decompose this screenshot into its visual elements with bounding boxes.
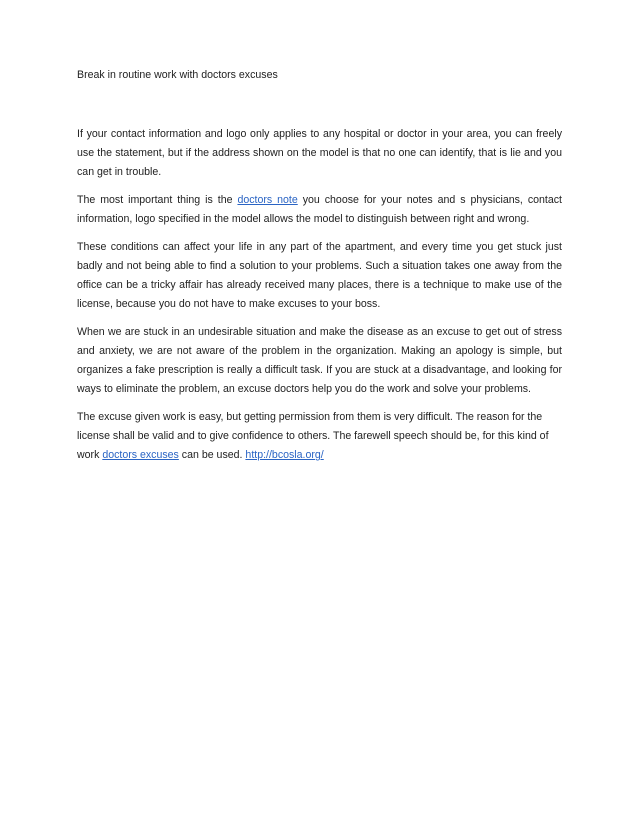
bcosla-url-link[interactable]: http://bcosla.org/ [245, 449, 324, 461]
document-body [77, 66, 562, 474]
paragraph-2-text-after: you choose for your notes and s physicians, contact information, logo specified in the model allows the model to distinguish between right and wrong. [77, 194, 562, 225]
paragraph-4: When we are stuck in an undesirable situation and make the disease as an excuse to get out of stress and anxiety, we are not aware of the problem in the organization. Making an apology is simple, but organizes a fake prescription is really a difficult task. If you are stuck at a disadvantage, and looking for ways to eliminate the problem, an excuse doctors help you do the work and solve your problems. [77, 326, 562, 395]
doctors-note-link[interactable]: doctors note [237, 194, 298, 206]
document-title: Break in routine work with doctors excuses [77, 69, 278, 81]
paragraph-5-text-middle: can be used. [178, 449, 246, 461]
doctors-excuses-link[interactable]: doctors excuses [102, 449, 179, 461]
paragraph-1: If your contact information and logo only applies to any hospital or doctor in your area, you can freely use the statement, but if the address shown on the model is that no one can identify, that is lie and you can get in trouble. [77, 128, 562, 178]
paragraph-5-text-before: The excuse given work is easy, but getting permission from them is very difficult. The reason for the license shall be valid and to give confidence to others. The farewell speech should be, for this kind of work [77, 411, 549, 461]
paragraph-2-text-before: The most important thing is the [77, 194, 238, 206]
paragraph-5 [77, 408, 562, 465]
paragraph-3: These conditions can affect your life in any part of the apartment, and every time you get stuck just badly and not being able to find a solution to your problems. Such a situation takes one away from the office can be a tricky affair has already received many places, there is a technique to make use of the license, because you do not have to make excuses to your boss. [77, 241, 562, 310]
paragraph-2 [77, 191, 562, 229]
